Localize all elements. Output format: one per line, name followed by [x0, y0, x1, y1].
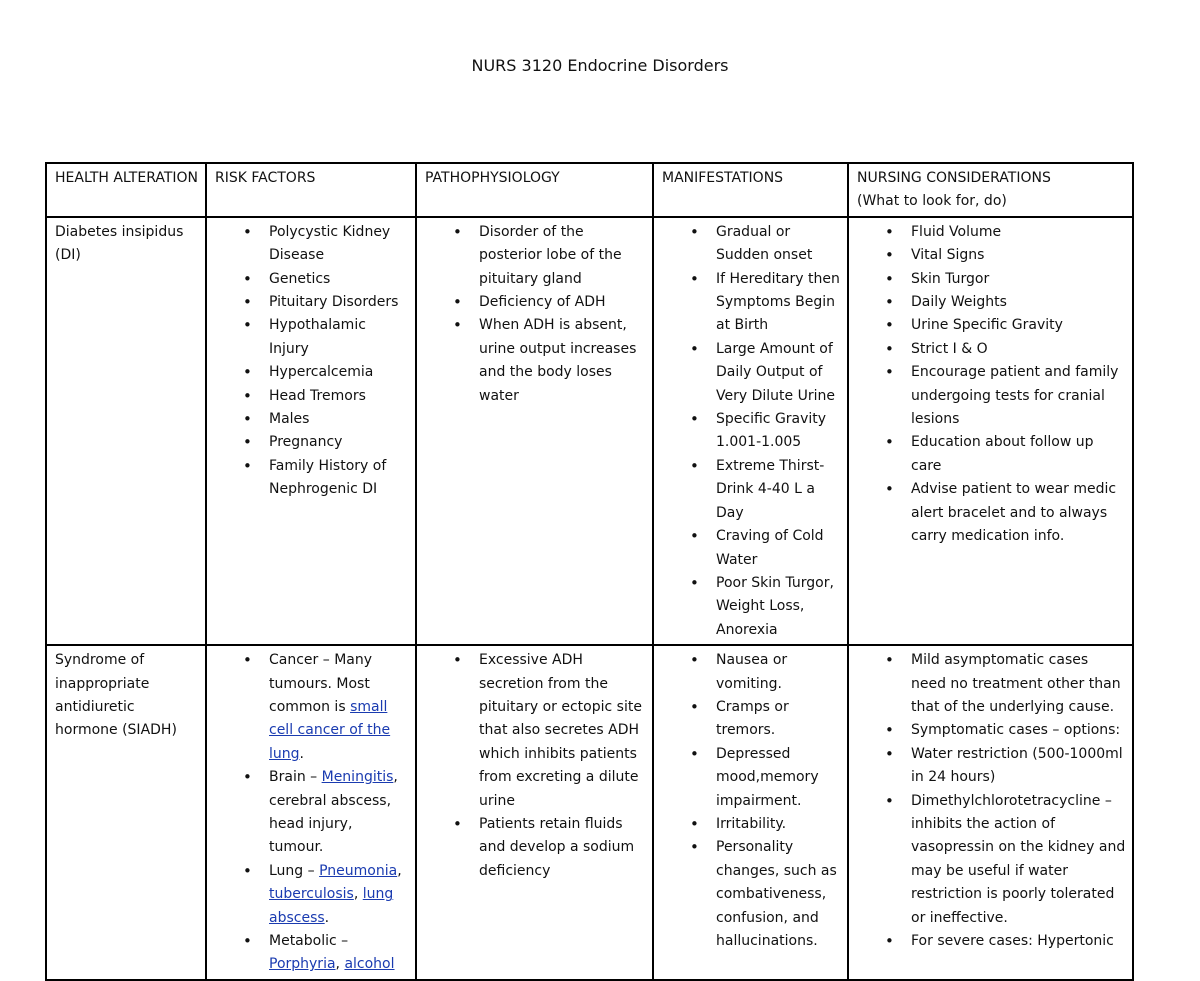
- endocrine-disorders-table: [45, 162, 1134, 981]
- list-item: • Skin Turgor: [857, 268, 1126, 291]
- header-risk-factors: RISK FACTORS: [206, 163, 416, 217]
- list-item: • Family History of Nephrogenic DI: [215, 455, 409, 502]
- header-health-alteration: HEALTH ALTERATION: [46, 163, 206, 217]
- siadh-manifestations: [653, 645, 848, 980]
- pneumonia-link[interactable]: Pneumonia: [319, 862, 398, 879]
- header-pathophysiology: PATHOPHYSIOLOGY: [416, 163, 653, 217]
- rf-text: ,: [353, 886, 363, 903]
- alcohol-link[interactable]: alcohol: [344, 956, 395, 973]
- rf-text: .: [324, 909, 330, 926]
- list-item: • Strict I & O: [857, 338, 1126, 361]
- list-item: • Urine Specific Gravity: [857, 314, 1126, 337]
- page-title: NURS 3120 Endocrine Disorders: [471, 56, 729, 75]
- list-item: • Large Amount of Daily Output of Very Dilute Urine: [662, 338, 841, 408]
- list-item: • Gradual or Sudden onset: [662, 221, 841, 268]
- list-item: • Dimethylchlorotetracycline – inhibits the action of vasopressin on the kidney and may be useful if water restriction is poorly tolerated or ineffective.: [857, 790, 1126, 930]
- di-nursing-considerations: [848, 217, 1133, 645]
- list-item: • Genetics: [215, 268, 409, 291]
- list-item: • Extreme Thirst- Drink 4-40 L a Day: [662, 455, 841, 525]
- table-row: [46, 217, 1133, 645]
- header-nursing-considerations: [848, 163, 1133, 217]
- list-item: • Personality changes, such as combativeness, confusion, and hallucinations.: [662, 836, 841, 953]
- list-item: • Education about follow up care: [857, 431, 1126, 478]
- siadh-nursing-considerations: [848, 645, 1133, 980]
- list-item: • Advise patient to wear medic alert bracelet and to always carry medication info.: [857, 478, 1126, 548]
- list-item: • When ADH is absent, urine output increases and the body loses water: [425, 314, 646, 408]
- tuberculosis-link[interactable]: tuberculosis: [269, 886, 354, 903]
- list-item: • Fluid Volume: [857, 221, 1126, 244]
- siadh-risk-factors: [206, 645, 416, 980]
- list-item: • Poor Skin Turgor, Weight Loss, Anorexia: [662, 572, 841, 642]
- list-item: • Hypothalamic Injury: [215, 314, 409, 361]
- list-item: • Daily Weights: [857, 291, 1126, 314]
- list-item: • Head Tremors: [215, 385, 409, 408]
- list-item: • Hypercalcemia: [215, 361, 409, 384]
- list-item: • Water restriction (500-1000ml in 24 hours): [857, 743, 1126, 790]
- rf-text: , cerebral abscess, head injury, tumour.: [269, 769, 398, 856]
- list-item: • Males: [215, 408, 409, 431]
- list-item: • Mild asymptomatic cases need no treatment other than that of the underlying cause.: [857, 649, 1126, 719]
- table-row: [46, 645, 1133, 980]
- list-item: • Vital Signs: [857, 244, 1126, 267]
- lung-abscess-link[interactable]: lung abscess: [269, 886, 394, 926]
- rf-text: Lung –: [269, 862, 320, 879]
- list-item: • Excessive ADH secretion from the pituitary or ectopic site that also secretes ADH which inhibits patients from excreting a dilute urine: [425, 649, 646, 813]
- list-item: • Pituitary Disorders: [215, 291, 409, 314]
- list-item: • Polycystic Kidney Disease: [215, 221, 409, 268]
- list-item: • Patients retain fluids and develop a sodium deficiency: [425, 813, 646, 883]
- list-item: • Specific Gravity 1.001-1.005: [662, 408, 841, 455]
- header-manifestations: MANIFESTATIONS: [653, 163, 848, 217]
- di-condition: Diabetes insipidus (DI): [46, 217, 206, 645]
- rf-text: ,: [397, 862, 402, 879]
- di-pathophysiology: [416, 217, 653, 645]
- header-nursing-label: NURSING CONSIDERATIONS: [857, 170, 1051, 186]
- list-item: • Nausea or vomiting.: [662, 649, 841, 696]
- small-cell-lung-cancer-link[interactable]: small cell cancer of the lung: [269, 698, 391, 762]
- rf-text: Cancer – Many tumours. Most common is: [269, 652, 373, 715]
- list-item: • For severe cases: Hypertonic: [857, 930, 1126, 953]
- list-item: • Irritability.: [662, 813, 841, 836]
- rf-text: Brain –: [269, 769, 322, 786]
- list-item: • Pregnancy: [215, 431, 409, 454]
- porphyria-link[interactable]: Porphyria: [269, 956, 336, 973]
- meningitis-link[interactable]: Meningitis: [321, 769, 394, 786]
- rf-text: Metabolic –: [269, 933, 349, 949]
- rf-text: ,: [335, 956, 345, 973]
- header-nursing-sub: (What to look for, do): [857, 193, 1007, 210]
- list-item: • If Hereditary then Symptoms Begin at Birth: [662, 268, 841, 338]
- list-item: • Craving of Cold Water: [662, 525, 841, 572]
- list-item: • Deficiency of ADH: [425, 291, 646, 314]
- list-item: [215, 930, 409, 977]
- list-item: [215, 649, 409, 766]
- list-item: • Symptomatic cases – options:: [857, 719, 1126, 742]
- rf-text: .: [299, 745, 304, 762]
- list-item: • Cramps or tremors.: [662, 696, 841, 743]
- list-item: • Encourage patient and family undergoing tests for cranial lesions: [857, 361, 1126, 431]
- header-row: [46, 163, 1133, 217]
- di-manifestations: [653, 217, 848, 645]
- siadh-condition: Syndrome of inappropriate antidiuretic hormone (SIADH): [46, 645, 206, 980]
- list-item: [215, 860, 409, 930]
- list-item: [215, 766, 409, 860]
- list-item: • Depressed mood,memory impairment.: [662, 743, 841, 813]
- list-item: • Disorder of the posterior lobe of the pituitary gland: [425, 221, 646, 291]
- siadh-pathophysiology: [416, 645, 653, 980]
- di-risk-factors: [206, 217, 416, 645]
